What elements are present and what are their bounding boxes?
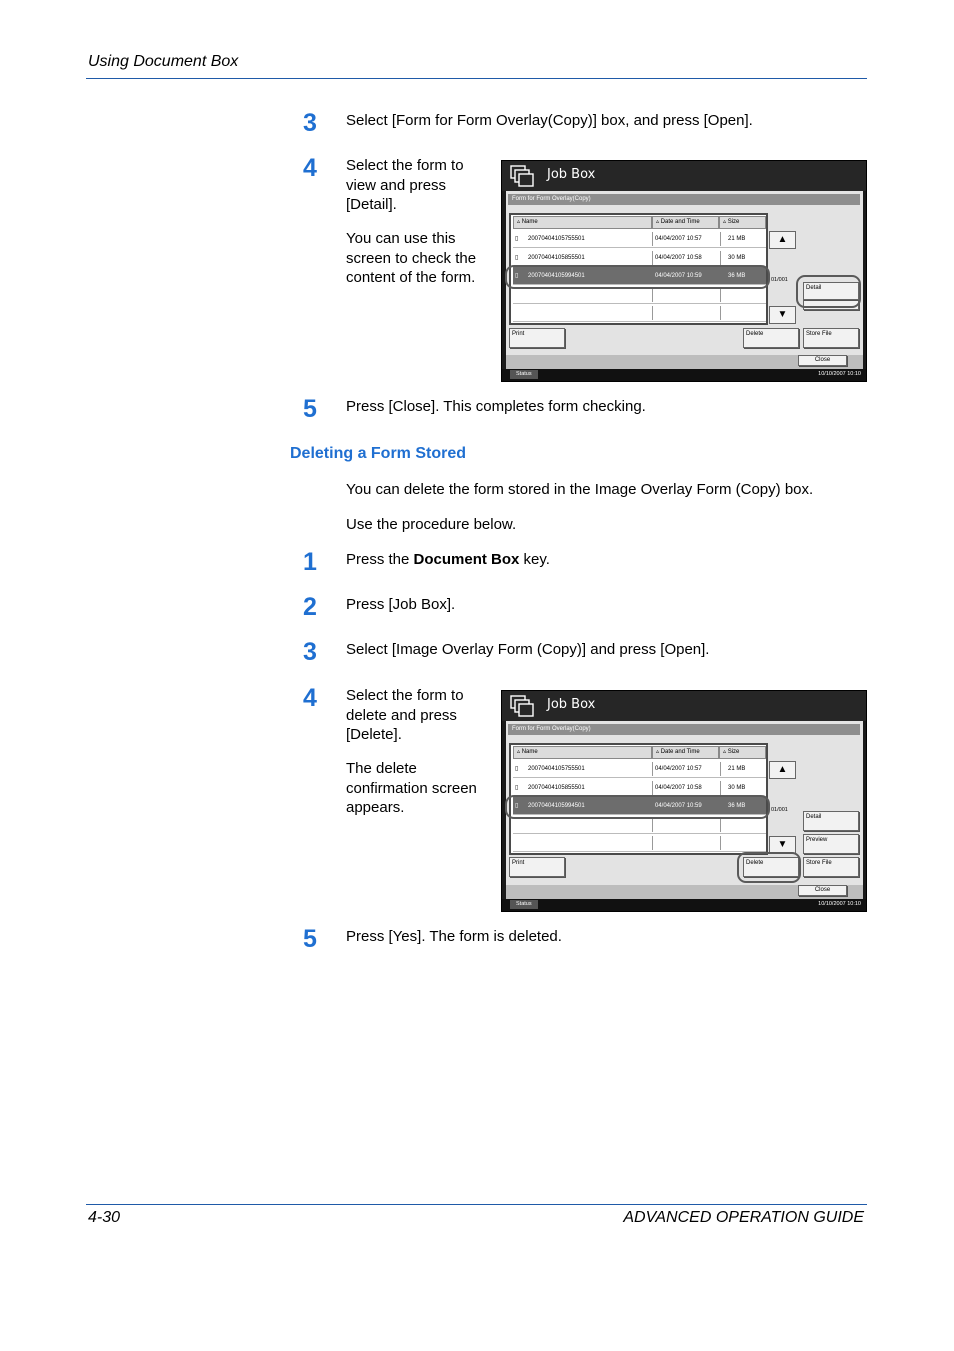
close-button[interactable]: Close <box>798 355 847 366</box>
file-icon: ▯ <box>515 236 519 242</box>
print-button[interactable]: Print <box>509 857 565 877</box>
step-number: 4 <box>303 684 317 712</box>
sort-icon: ▵ <box>723 219 728 225</box>
page-number: 4-30 <box>88 1209 121 1226</box>
status-button[interactable]: Status <box>510 900 538 909</box>
page-indicator: 01/001 <box>771 277 788 283</box>
step-note: You can use this screen to check the content of the form. <box>346 230 477 286</box>
file-icon: ▯ <box>515 803 519 809</box>
file-icon: ▯ <box>515 766 519 772</box>
detail-button[interactable]: Detail <box>803 811 859 831</box>
screen-title: Job Box <box>547 697 596 712</box>
table-row[interactable]: ▯ 20070404105855501 04/04/2007 10:58 30 MB <box>513 779 766 797</box>
arrow-down-icon: ▼ <box>777 839 788 850</box>
step-text: Press the Document Box key. <box>346 551 550 568</box>
sort-icon: ▵ <box>517 749 522 755</box>
step-number: 2 <box>303 593 317 621</box>
status-button[interactable]: Status <box>510 370 538 379</box>
running-header: Using Document Box <box>88 53 239 70</box>
highlight-selected-row <box>505 795 770 819</box>
step-number: 5 <box>303 925 317 953</box>
sort-icon: ▵ <box>723 749 728 755</box>
step-number: 4 <box>303 154 317 182</box>
step-number: 3 <box>303 638 317 666</box>
column-date[interactable]: ▵ Date and Time <box>652 746 719 759</box>
step-number: 1 <box>303 548 317 576</box>
section-intro: You can delete the form stored in the Image Overlay Form (Copy) box. <box>346 481 814 498</box>
table-row <box>513 304 766 322</box>
step-text: Press [Yes]. The form is deleted. <box>346 928 562 945</box>
step-text: Press [Job Box]. <box>346 596 456 613</box>
box-path: Form for Form Overlay(Copy) <box>508 194 860 205</box>
column-size[interactable]: ▵ Size <box>719 746 766 759</box>
arrow-up-icon: ▲ <box>777 234 788 245</box>
step-text: Select [Image Overlay Form (Copy)] and press [Open]. <box>346 641 710 658</box>
store-file-button[interactable]: Store File <box>803 328 859 348</box>
screen-title-bar <box>502 691 866 721</box>
footer-rule <box>86 1204 867 1205</box>
file-icon: ▯ <box>515 255 519 261</box>
scroll-down-button[interactable] <box>769 306 796 324</box>
step-text: Select the form to view and press [Detail]. <box>346 157 464 213</box>
step-note: The delete confirmation screen appears. <box>346 760 477 816</box>
file-icon: ▯ <box>515 785 519 791</box>
column-name[interactable]: ▵ Name <box>513 216 652 229</box>
table-row[interactable]: ▯ 20070404105755501 04/04/2007 10:57 21 MB <box>513 760 766 778</box>
header-rule <box>86 78 867 79</box>
arrow-down-icon: ▼ <box>777 309 788 320</box>
print-button[interactable]: Print <box>509 328 565 348</box>
table-row-selected[interactable]: ▯ 20070404105994501 04/04/2007 10:59 36 MB <box>513 267 766 285</box>
section-heading: Deleting a Form Stored <box>290 445 467 462</box>
section-intro: Use the procedure below. <box>346 516 517 533</box>
column-date[interactable]: ▵ Date and Time <box>652 216 719 229</box>
screen-title-bar <box>502 161 866 191</box>
arrow-up-icon: ▲ <box>777 764 788 775</box>
job-box-icon <box>510 695 536 717</box>
table-row[interactable]: ▯ 20070404105755501 04/04/2007 10:57 21 MB <box>513 230 766 248</box>
page-indicator: 01/001 <box>771 807 788 813</box>
job-box-screen-detail <box>501 160 867 382</box>
screen-title: Job Box <box>547 167 596 182</box>
store-file-button[interactable]: Store File <box>803 857 859 877</box>
job-box-icon <box>510 165 536 187</box>
preview-button[interactable]: Preview <box>803 834 859 854</box>
highlight-detail-button <box>796 275 861 308</box>
sort-icon: ▵ <box>656 219 661 225</box>
detail-button[interactable]: Detail <box>803 282 859 300</box>
guide-title: ADVANCED OPERATION GUIDE <box>623 1209 864 1226</box>
step-text: Press [Close]. This completes form checking. <box>346 398 646 415</box>
box-path: Form for Form Overlay(Copy) <box>508 724 860 735</box>
file-icon: ▯ <box>515 273 519 279</box>
table-row[interactable]: ▯ 20070404105855501 04/04/2007 10:58 30 MB <box>513 249 766 267</box>
job-box-screen-delete <box>501 690 867 912</box>
delete-button[interactable]: Delete <box>743 857 799 877</box>
highlight-selected-row <box>505 265 770 289</box>
step-number: 3 <box>303 109 317 137</box>
step-number: 5 <box>303 395 317 423</box>
step-text: Select the form to delete and press [Delete]. <box>346 687 464 743</box>
table-row-selected[interactable]: ▯ 20070404105994501 04/04/2007 10:59 36 MB <box>513 797 766 815</box>
clock: 10/10/2007 10:10 <box>818 371 861 377</box>
highlight-delete-button <box>737 852 801 883</box>
sort-icon: ▵ <box>656 749 661 755</box>
column-name[interactable]: ▵ Name <box>513 746 652 759</box>
delete-button[interactable]: Delete <box>743 328 799 348</box>
sort-icon: ▵ <box>517 219 522 225</box>
clock: 10/10/2007 10:10 <box>818 901 861 907</box>
scroll-up-button[interactable] <box>769 231 796 249</box>
column-size[interactable]: ▵ Size <box>719 216 766 229</box>
table-row <box>513 834 766 852</box>
close-button[interactable]: Close <box>798 885 847 896</box>
scroll-up-button[interactable] <box>769 761 796 779</box>
step-text: Select [Form for Form Overlay(Copy)] box, and press [Open]. <box>346 112 753 129</box>
